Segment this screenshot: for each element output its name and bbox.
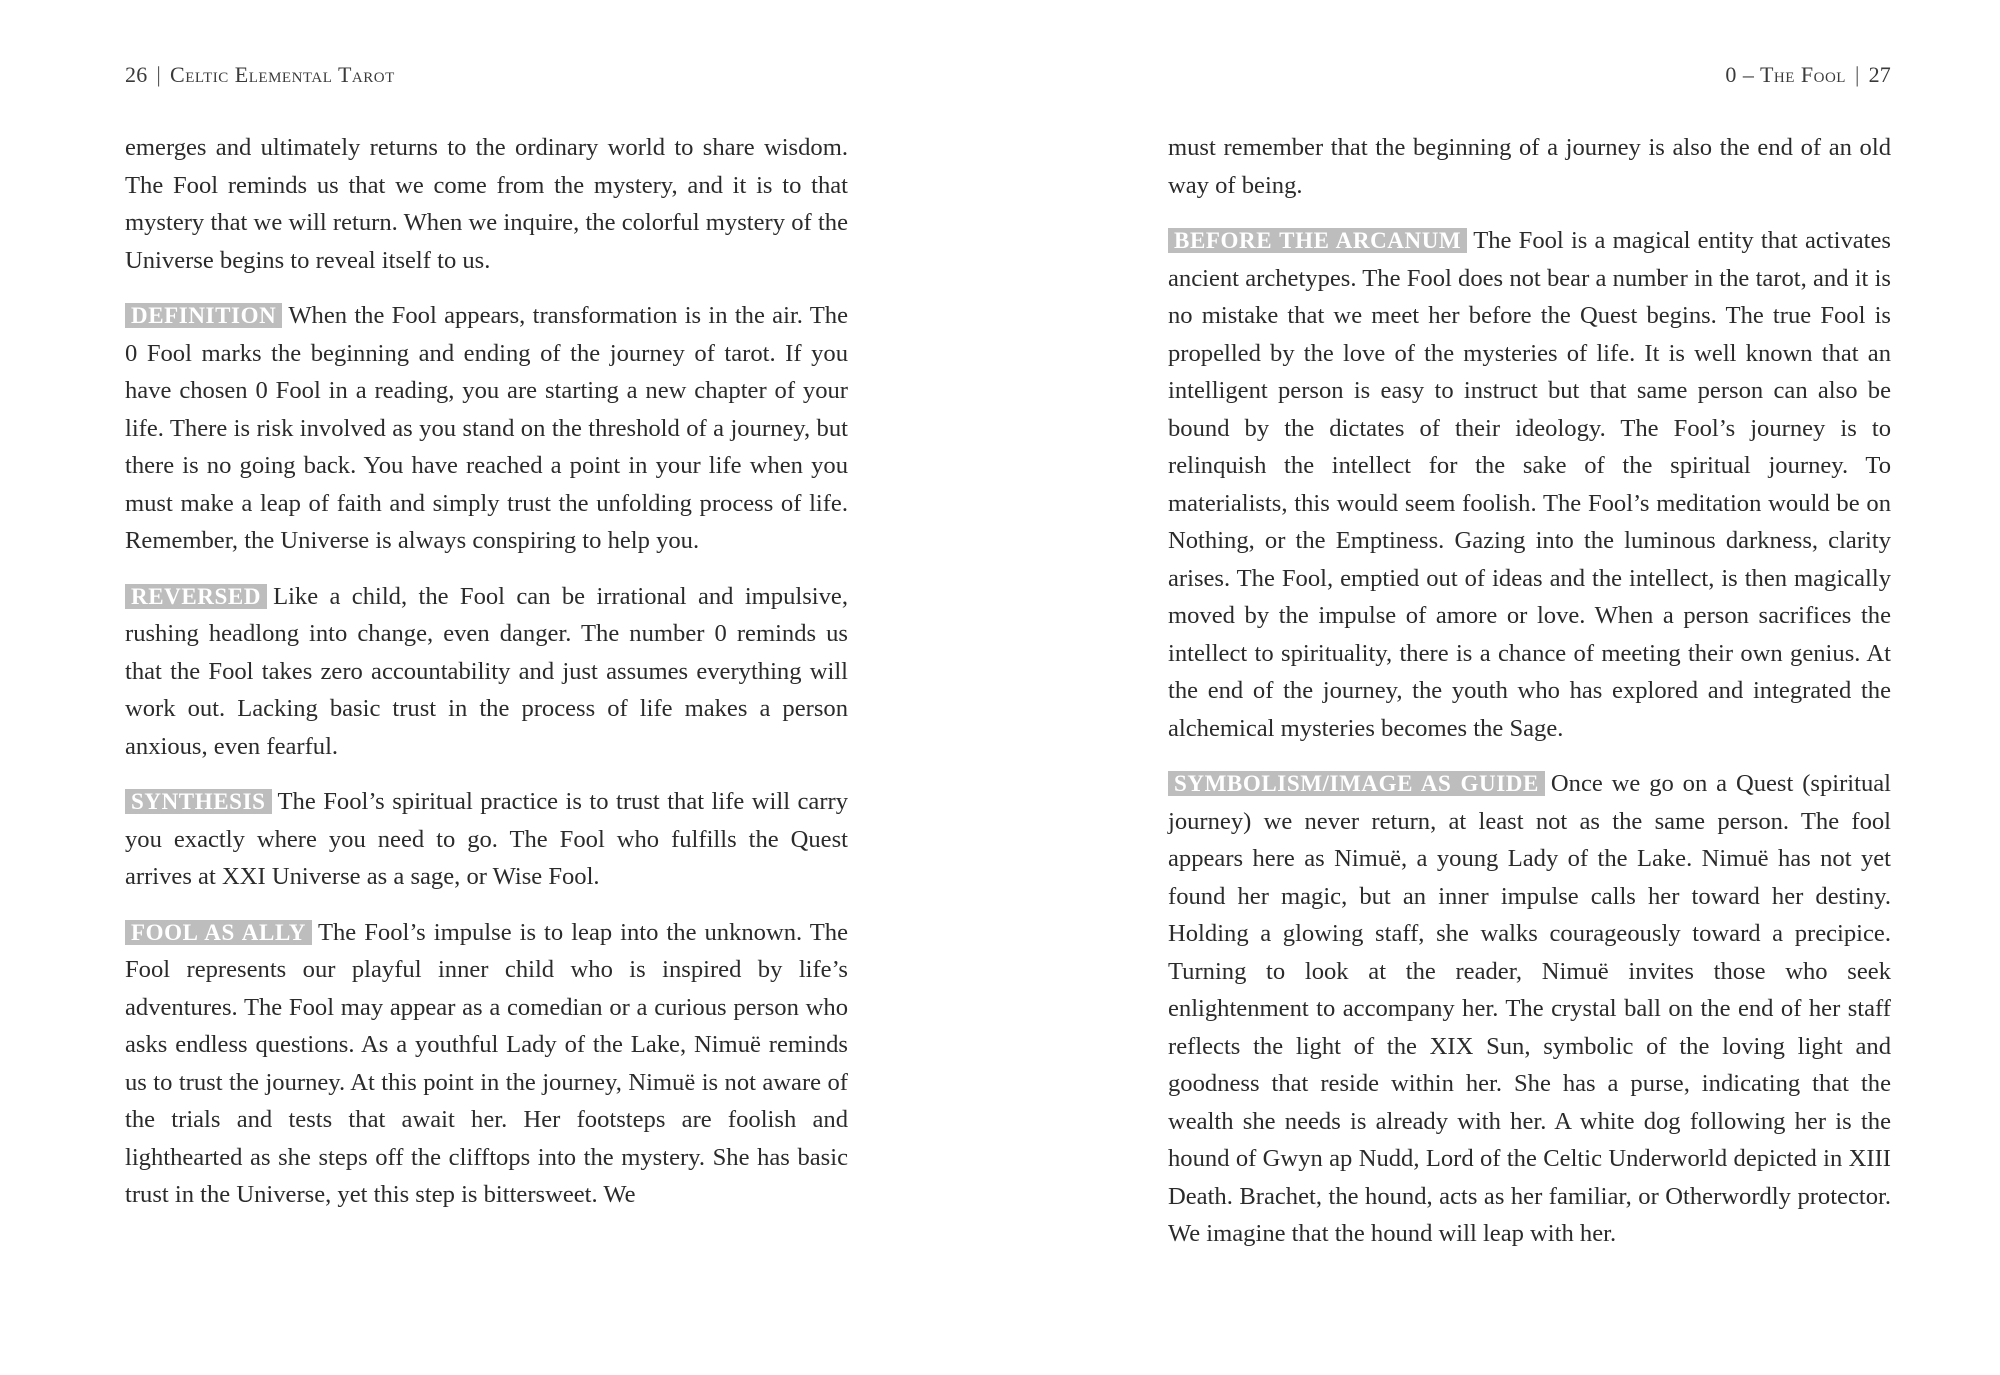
- right-head-separator: |: [1854, 62, 1860, 87]
- definition-paragraph: [125, 297, 848, 560]
- reversed-text: Like a child, the Fool can be irrational and impulsive, rushing headlong into change, even danger. The number 0 reminds us that the Fool takes zero accountability and just assumes everything will work out. Lacking basic trust in the process of life makes a person anxious, even fearful.: [125, 582, 848, 760]
- right-body: [1168, 129, 1891, 1271]
- before-the-arcanum-text: The Fool is a magical entity that activates ancient archetypes. The Fool does not bear a number in the tarot, and it is no mistake that we meet her before the Quest begins. The true Fool is propelled by the love of the mysteries of life. It is well known that an intelligent person is easy to instruct but that same person can also be bound by the dictates of their ideology. The Fool’s journey is to relinquish the intellect for the sake of the spiritual journey. To materialists, this would seem foolish. The Fool’s meditation would be on Nothing, or the Emptiness. Gazing into the luminous darkness, clarity arises. The Fool, emptied out of ideas and the intellect, is then magically moved by the impulse of amore or love. When a person sacrifices the intellect to spirituality, there is a chance of meeting their own genius. At the end of the journey, the youth who has explored and integrated the alchemical mysteries becomes the Sage.: [1168, 227, 1891, 742]
- before-the-arcanum-paragraph: [1168, 222, 1891, 747]
- synthesis-text: The Fool’s spiritual practice is to trust that life will carry you exactly where you need to go. The Fool who fulfills the Quest arrives at XXI Universe as a sage, or Wise Fool.: [125, 788, 848, 890]
- definition-text: When the Fool appears, transformation is in the air. The 0 Fool marks the beginning and ending of the journey of tarot. If you have chosen 0 Fool in a reading, you are starting a new chapter of your life. There is risk involved as you stand on the threshold of a journey, but there is no going back. You have reached a point in your life when you must make a leap of faith and simply trust the unfolding process of life. Remember, the Universe is always conspiring to help you.: [125, 302, 848, 554]
- right-page: [1168, 0, 1891, 1375]
- chapter-title: 0 – The Fool: [1725, 62, 1846, 87]
- fool-as-ally-paragraph: [125, 914, 848, 1214]
- symbolism-label: SYMBOLISM/IMAGE AS GUIDE: [1168, 771, 1545, 796]
- fool-as-ally-label: FOOL AS ALLY: [125, 920, 312, 945]
- left-page-number: 26: [125, 62, 148, 87]
- symbolism-paragraph: [1168, 765, 1891, 1253]
- right-page-number: 27: [1868, 62, 1891, 87]
- reversed-label: REVERSED: [125, 584, 267, 609]
- right-continuation-paragraph: must remember that the beginning of a journey is also the end of an old way of being.: [1168, 134, 1891, 199]
- book-title: Celtic Elemental Tarot: [170, 62, 395, 87]
- reversed-paragraph: [125, 578, 848, 766]
- synthesis-paragraph: [125, 783, 848, 896]
- symbolism-text: Once we go on a Quest (spiritual journey) we never return, at least not as the same person. The fool appears here as Nimuë, a young Lady of the Lake. Nimuë has not yet found her magic, but an inner impulse calls her toward her destiny. Holding a glowing staff, she walks courageously toward a precipice. Turning to look at the reader, Nimuë invites those who seek enlightenment to accompany her. The crystal ball on the end of her staff reflects the light of the XIX Sun, symbolic of the loving light and goodness that reside within her. She has a purse, indicating that the wealth she needs is already with her. A white dog following her is the hound of Gwyn ap Nudd, Lord of the Celtic Underworld depicted in XIII Death. Brachet, the hound, acts as her familiar, or Otherwordly protector. We imagine that the hound will leap with her.: [1168, 770, 1891, 1247]
- left-body: [125, 129, 848, 1232]
- fool-as-ally-text: The Fool’s impulse is to leap into the unknown. The Fool represents our playful inner child who is inspired by life’s adventures. The Fool may appear as a comedian or a curious person who asks endless questions. As a youthful Lady of the Lake, Nimuë reminds us to trust the journey. At this point in the journey, Nimuë is not aware of the trials and tests that await her. Her footsteps are foolish and lighthearted as she steps off the clifftops into the mystery. She has basic trust in the Universe, yet this step is bittersweet. We: [125, 918, 848, 1208]
- before-the-arcanum-label: BEFORE THE ARCANUM: [1168, 228, 1467, 253]
- left-head-separator: |: [156, 62, 162, 87]
- definition-label: DEFINITION: [125, 303, 282, 328]
- left-running-head: [125, 62, 395, 88]
- left-continuation-paragraph: emerges and ultimately returns to the ordinary world to share wisdom. The Fool reminds us that we come from the mystery, and it is to that mystery that we will return. When we inquire, the colorful mystery of the Universe begins to reveal itself to us.: [125, 134, 848, 274]
- synthesis-label: SYNTHESIS: [125, 789, 272, 814]
- left-page: [125, 0, 848, 1375]
- right-running-head: [1725, 62, 1891, 88]
